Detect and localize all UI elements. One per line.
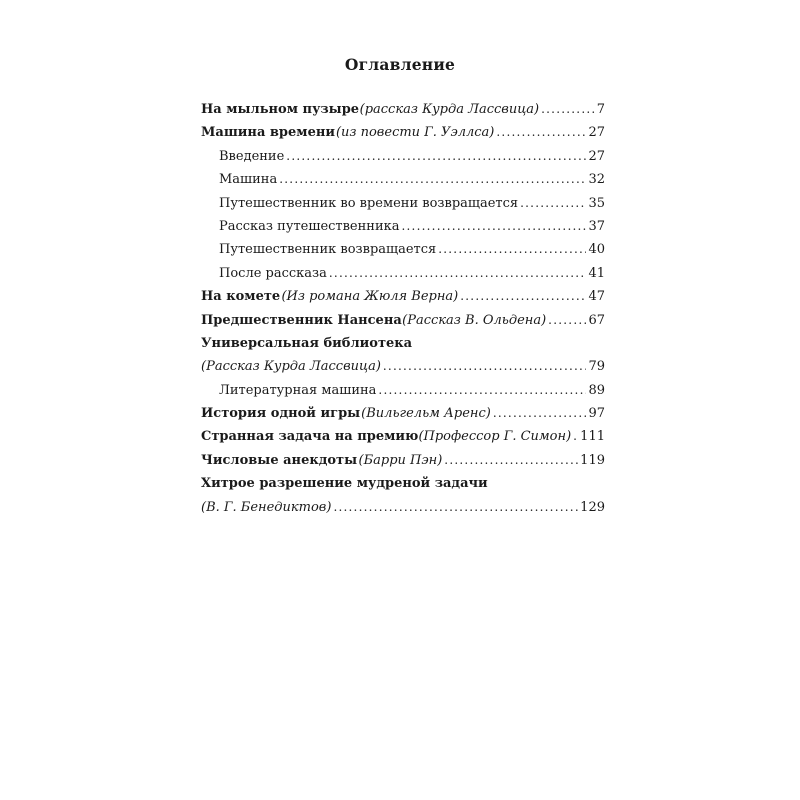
toc-entry[interactable] [201,402,605,425]
entry-title: История одной игры [201,406,361,422]
page-number: 27 [588,125,605,141]
subentry-title: Литературная машина [219,382,377,398]
toc-subentry[interactable] [201,145,605,168]
toc-subentry[interactable] [201,168,605,191]
subentry-title: Машина [219,172,278,188]
entry-author: (Профессор Г. Симон) [418,429,572,445]
entry-author: (Рассказ Курда Лассвица) [201,359,381,375]
dot-leader [573,425,578,448]
entry-title: На мыльном пузыре [201,102,360,117]
dot-leader [402,215,587,238]
page-number: 41 [588,265,605,281]
subentry-title: Путешественник во времени возвращается [219,195,519,211]
page-number: 97 [588,406,605,422]
table-of-contents [201,98,605,519]
page-number: 47 [588,289,605,305]
page-number: 7 [596,102,605,117]
subentry-title: Путешественник возвращается [219,242,437,258]
toc-entry[interactable] [201,98,605,121]
page-number: 79 [588,359,605,375]
entry-title: Машина времени [201,125,336,141]
dot-leader [520,192,586,215]
page-number: 67 [588,312,605,328]
page-number: 32 [588,172,605,188]
toc-subentry[interactable] [201,262,605,285]
toc-entry[interactable] [201,425,605,448]
subentry-title: Рассказ путешественника [219,218,400,234]
page-number: 129 [580,499,605,515]
toc-entry-continuation[interactable] [201,496,605,519]
entry-author: (В. Г. Бенедиктов) [201,499,332,515]
toc-entry[interactable] [201,309,605,332]
page-number: 119 [580,452,605,468]
dot-leader [383,355,587,378]
dot-leader [378,379,586,402]
dot-leader [279,168,586,191]
dot-leader [496,121,586,144]
entry-title: Числовые анекдоты [201,452,358,468]
page-number: 40 [588,242,605,258]
toc-subentry[interactable] [201,238,605,261]
dot-leader [438,238,586,261]
dot-leader [286,145,586,168]
entry-author: (Рассказ В. Ольдена) [402,312,547,328]
entry-title: На комете [201,289,281,305]
dot-leader [333,496,578,519]
entry-author: (из повести Г. Уэллса) [335,125,495,141]
dot-leader [493,402,587,425]
page-number: 89 [588,382,605,398]
page-number: 27 [588,148,605,164]
subentry-title: После рассказа [219,265,327,281]
entry-title: Предшественник Нансена [201,312,402,328]
entry-title: Хитрое разрешение мудреной задачи [201,476,488,492]
page-number: 35 [588,195,605,211]
dot-leader [548,309,586,332]
entry-title: Универсальная библиотека [201,335,413,351]
dot-leader [444,449,578,472]
page-title: Оглавление [344,55,456,74]
entry-author: (рассказ Курда Лассвица) [359,102,540,117]
toc-entry-continuation[interactable] [201,355,605,378]
toc-entry[interactable] [201,332,605,355]
dot-leader [460,285,586,308]
entry-author: (Из романа Жюля Верна) [281,289,459,305]
toc-entry[interactable] [201,121,605,144]
dot-leader [329,262,587,285]
toc-subentry[interactable] [201,215,605,238]
page-number: 37 [588,218,605,234]
subentry-title: Введение [219,148,285,164]
page-number: 111 [580,429,605,445]
toc-entry[interactable] [201,285,605,308]
entry-title: Странная задача на премию [201,429,419,445]
entry-author: (Вильгельм Аренс) [361,406,491,422]
dot-leader [541,98,595,121]
entry-author: (Барри Пэн) [358,452,443,468]
toc-entry[interactable] [201,449,605,472]
toc-subentry[interactable] [201,379,605,402]
toc-entry[interactable] [201,472,605,495]
toc-subentry[interactable] [201,192,605,215]
